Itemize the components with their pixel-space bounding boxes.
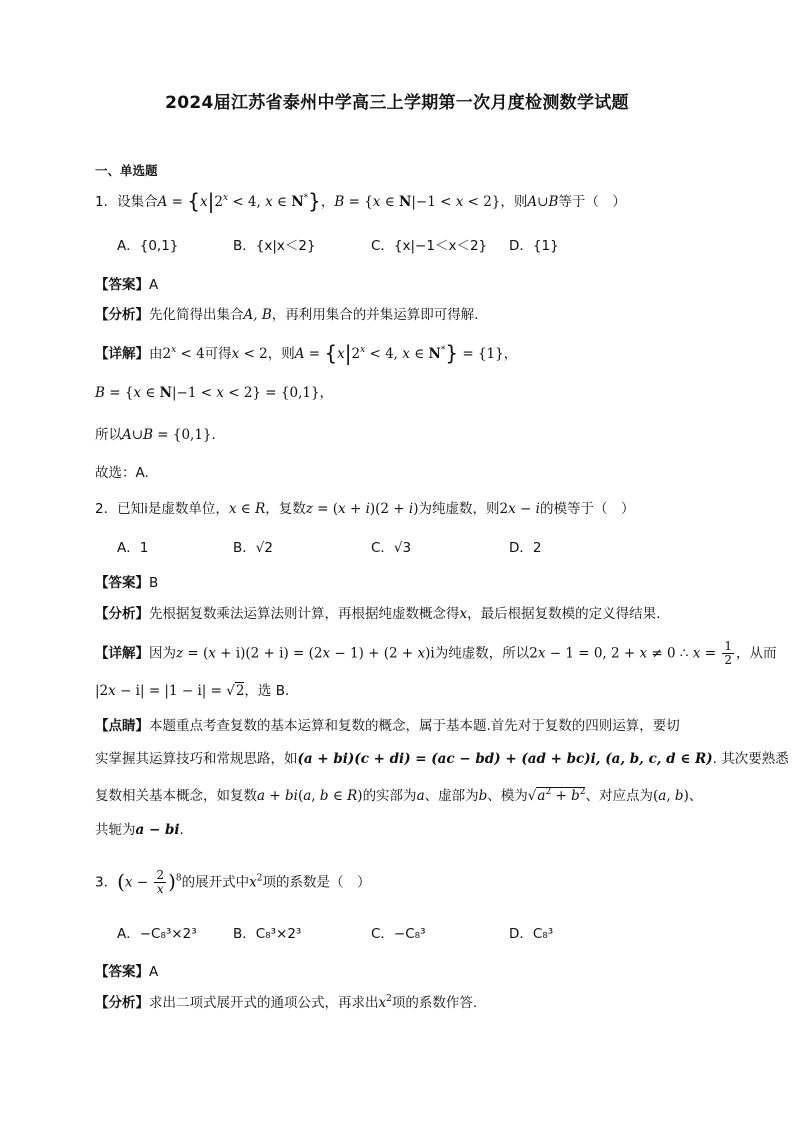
option-c: C．−C₈³ <box>371 926 426 942</box>
choice-line: 故选：A. <box>95 465 149 481</box>
analysis-line: 【分析】先化简得出集合A, B，再利用集合的并集运算即可得解. <box>95 307 479 323</box>
question-number: 3． <box>95 874 118 891</box>
comment-line-4: 共轭为a − bi. <box>95 822 184 838</box>
analysis-line: 【分析】求出二项式展开式的通项公式，再求出$x^2$项的系数作答. <box>95 994 478 1011</box>
option-b: B．√2 <box>233 540 273 556</box>
detail-line: 【详解】因为z = (x + i)(2 + i) = (2x − 1) + (2 + x)i为纯虚数，所以2x − 1 = 0, 2 + x ≠ 0 ∴ x = $\frac{1}{2}$ ，从而 <box>95 639 777 667</box>
option-d: D．{1} <box>509 238 559 254</box>
answer-line: 【答案】A <box>95 964 159 980</box>
document-title: 2024届江苏省泰州中学高三上学期第一次月度检测数学试题 <box>165 93 629 113</box>
answer-line: 【答案】B <box>95 575 159 591</box>
detail-line-2: B = {x ∈ N|−1 < x < 2} = {0,1}， <box>95 385 334 401</box>
detail-line-3: 所以A∪B = {0,1}. <box>95 427 216 443</box>
option-d: D．C₈³ <box>509 926 554 942</box>
option-a: A．1 <box>117 540 149 556</box>
detail-line: 【详解】由$2^x < 4$可得x < 2，则$A = \{x|2^x < 4$, x ∈ N*} = {1}， <box>95 341 518 365</box>
option-b: B．{x|x＜2} <box>233 238 316 254</box>
detail-line-2: |2x − i| = |1 − i| = √2，选 B. <box>95 683 290 699</box>
question-3-stem: 3．(x − $\frac{2}{x}$ )$^8$的展开式中$x^2$项的系数是（ ） <box>95 868 371 896</box>
question-number: 1． <box>95 194 118 210</box>
option-a: A．−C₈³×2³ <box>117 926 197 942</box>
option-b: B．C₈³×2³ <box>233 926 302 942</box>
option-c: C．√3 <box>371 540 412 556</box>
option-d: D．2 <box>509 540 542 556</box>
question-2-stem: 2．已知i是虚数单位，x ∈ R，复数z = (x + i)(2 + i)为纯虚数，则2x − i的模等于（ ） <box>95 501 635 517</box>
answer-line: 【答案】A <box>95 277 159 293</box>
question-number: 2． <box>95 501 118 517</box>
section-heading: 一、单选题 <box>95 163 158 178</box>
question-1-stem: 1．设集合$A = \{x|2^x < 4$, x ∈ N*}，B = {x ∈ N|−1 < x < 2}，则A∪B等于（ ） <box>95 189 626 213</box>
analysis-line: 【分析】先根据复数乘法运算法则计算，再根据纯虚数概念得x，最后根据复数模的定义得结果. <box>95 606 661 622</box>
comment-line-2: 实掌握其运算技巧和常规思路，如(a + bi)(c + di) = (ac − bd) + (ad + bc)i, (a, b, c, d ∈ R). 其次要熟悉 <box>95 751 789 767</box>
option-a: A．{0,1} <box>117 238 179 254</box>
option-c: C．{x|−1＜x＜2} <box>371 238 488 254</box>
comment-line-1: 【点睛】本题重点考查复数的基本运算和复数的概念，属于基本题.首先对于复数的四则运算，要切 <box>95 718 680 734</box>
comment-line-3: 复数相关基本概念，如复数a + bi(a, b ∈ R)的实部为a、虚部为b、模为$√a^2 + b^2$、对应点为(a, b)、 <box>95 787 703 804</box>
